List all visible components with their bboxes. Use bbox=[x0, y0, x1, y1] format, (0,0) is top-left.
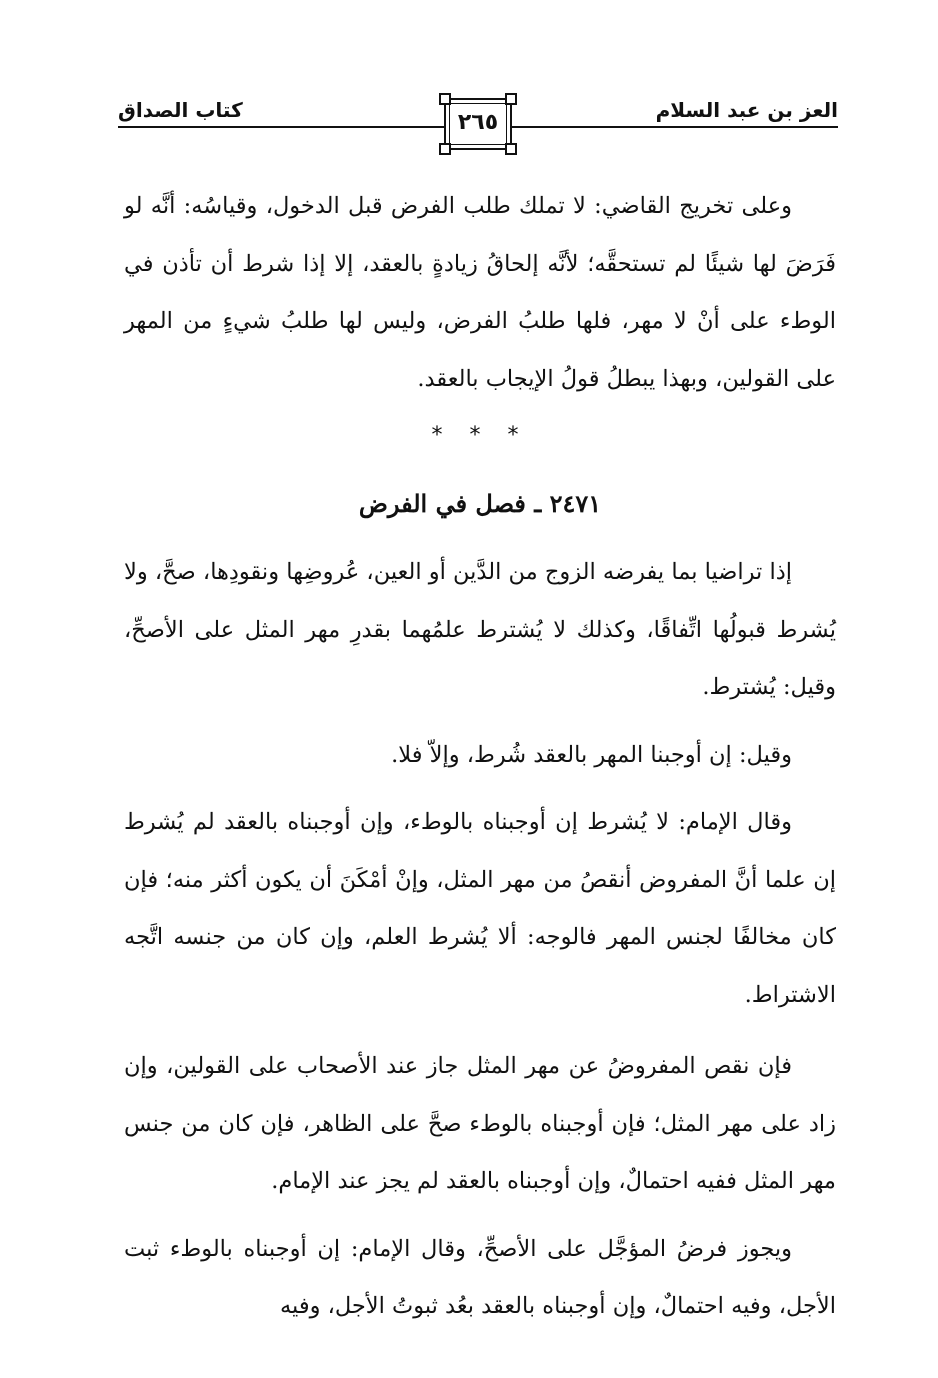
paragraph: فإن نقص المفروضُ عن مهر المثل جاز عند الأصحاب على القولين، وإن زاد على مهر المثل؛ فإن أوجبناه بالوطء صحَّ على الظاهر، فإن كان من جنس مهر المثل ففيه احتمالٌ، وإن أوجبناه بالعقد لم يجز عند الإمام. bbox=[124, 1053, 836, 1194]
intro-paragraph: وعلى تخريج القاضي: لا تملك طلب الفرض قبل الدخول، وقياسُه: أنَّه لو فَرَضَ لها شيئًا لم تستحقَّه؛ لأنَّه إلحاقُ زيادةٍ بالعقد، إلا إذا شرط أن تأذن في الوطء على أنْ لا مهر، فلها طلبُ الفرض، وليس لها طلبُ شيءٍ من المهر على القولين، وبهذا يبطلُ قولُ الإيجاب بالعقد. bbox=[124, 193, 836, 392]
page-number: ٢٦٥ bbox=[457, 110, 499, 135]
paragraph: وقيل: إن أوجبنا المهر بالعقد شُرط، وإلاّ فلا. bbox=[391, 741, 792, 768]
page-body bbox=[124, 178, 836, 1336]
frame-corner-ornament bbox=[505, 93, 517, 105]
running-head-book: كتاب الصداق bbox=[118, 98, 243, 122]
paragraph: وقال الإمام: لا يُشرط إن أوجبناه بالوطء، وإن أوجبناه بالعقد لم يُشرط إن علما أنَّ المفروض أنقصُ من مهر المثل، وإنْ أمْكَنَ أن يكون أكثر منه؛ فإن كان مخالفًا لجنس المهر فالوجه: ألا يُشرط العلم، وإن كان من جنسه اتَّجه الاشتراط. bbox=[124, 809, 836, 1008]
frame-corner-ornament bbox=[439, 93, 451, 105]
frame-corner-ornament bbox=[505, 143, 517, 155]
running-head-author: العز بن عبد السلام bbox=[655, 98, 838, 122]
frame-corner-ornament bbox=[439, 143, 451, 155]
paragraph: ويجوز فرضُ المؤجَّل على الأصحِّ، وقال الإمام: إن أوجبناه بالوطء ثبت الأجل، وفيه احتمالٌ، وإن أوجبناه بالعقد بعُد ثبوتُ الأجل، وفيه bbox=[124, 1235, 836, 1319]
paragraph: إذا تراضيا بما يفرضه الزوج من الدَّين أو العين، عُروضِها ونقودِها، صحَّ، ولا يُشرط قبولُها اتِّفاقًا، وكذلك لا يُشترط علمُهما بقدرِ مهر المثل على الأصحِّ، وقيل: يُشترط. bbox=[124, 559, 836, 700]
section-separator: * * * bbox=[431, 423, 529, 448]
page-header bbox=[118, 92, 838, 162]
page-number-frame bbox=[444, 98, 512, 150]
section-heading: ٢٤٧١ ـ فصل في الفرض bbox=[358, 489, 602, 518]
